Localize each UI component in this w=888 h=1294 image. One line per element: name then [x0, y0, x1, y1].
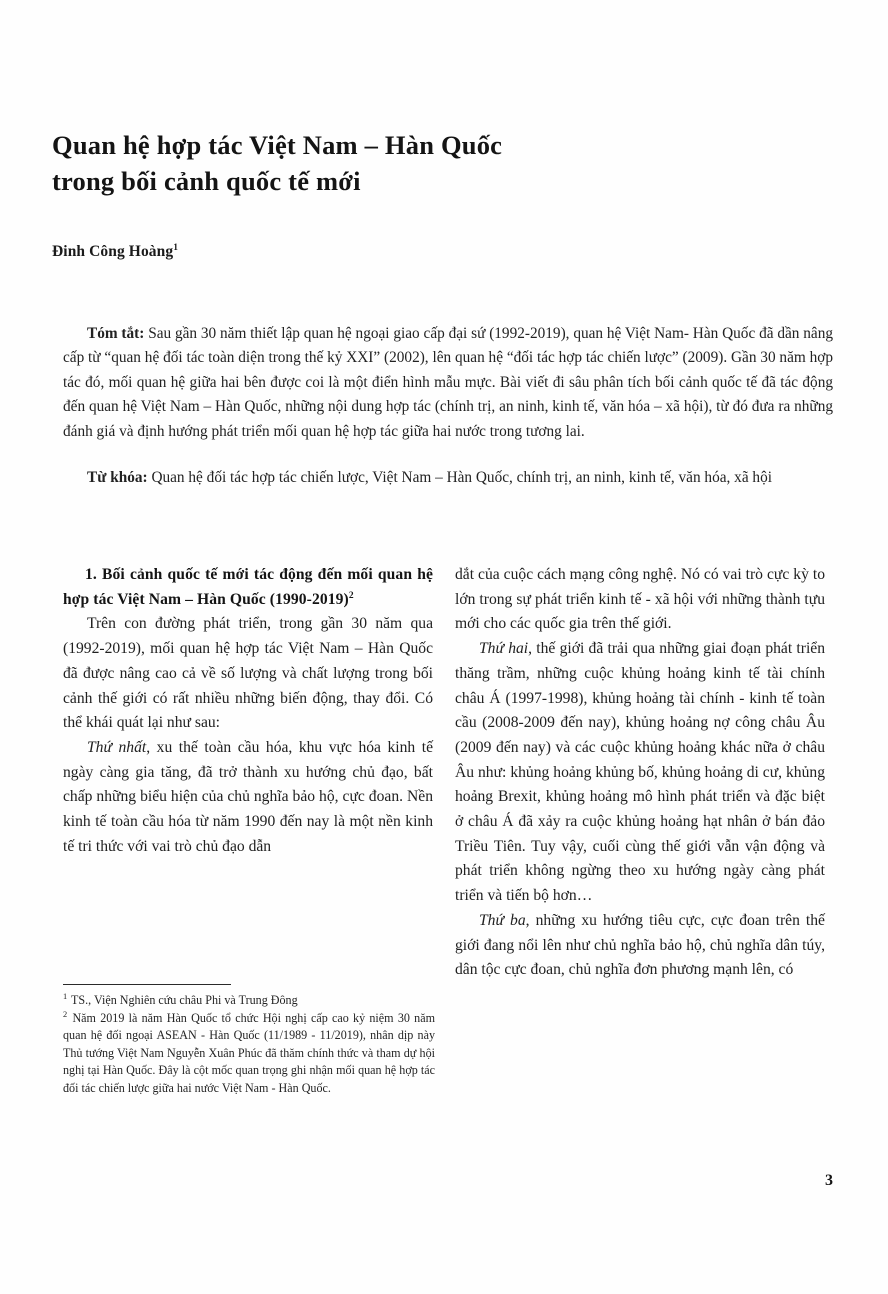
column-left [63, 563, 433, 859]
section-footnote-marker: 2 [348, 590, 354, 601]
paragraph-lead-thu-hai: Thứ hai [479, 640, 529, 658]
abstract-text: Sau gần 30 năm thiết lập quan hệ ngoại giao cấp đại sứ (1992-2019), quan hệ Việt Nam- Hàn Quốc đã dần nâng cấp từ “quan hệ đối tác toàn diện trong thế kỷ XXI” (2002), lên quan hệ “đối tác hợp tác chiến lược” (2009). Gần 30 năm hợp tác đó, mối quan hệ giữa hai bên được coi là một điển hình mẫu mực. Bài viết đi sâu phân tích bối cảnh quốc tế đã tác động đến quan hệ Việt Nam – Hàn Quốc, những nội dung hợp tác (chính trị, an ninh, kinh tế, văn hóa – xã hội), từ đó đưa ra những đánh giá và định hướng phát triển mối quan hệ hợp tác giữa hai nước trong tương lai. [63, 325, 833, 440]
abstract-paragraph [63, 322, 833, 444]
paragraph-thu-ba [455, 909, 825, 983]
paragraph-thu-ba-text: , những xu hướng tiêu cực, cực đoan trên thế giới đang nổi lên như chủ nghĩa bảo hộ, chủ nghĩa dân túy, dân tộc cực đoan, chủ nghĩa đơn phương mạnh lên, có [455, 911, 825, 979]
footnote-item [63, 992, 435, 1010]
footnote-marker: 2 [63, 1009, 68, 1019]
paragraph-thu-nhat-text: , xu thế toàn cầu hóa, khu vực hóa kinh tế ngày càng gia tăng, đã trở thành xu hướng chủ đạo, bất chấp những biểu hiện của chủ nghĩa bảo hộ, cực đoan. Nền kinh tế toàn cầu hóa từ năm 1990 đến nay là một nền kinh tế tri thức với vai trò chủ đạo dẫn [63, 738, 433, 855]
author-name: Đinh Công Hoàng [52, 243, 174, 260]
keywords-text: Quan hệ đối tác hợp tác chiến lược, Việt Nam – Hàn Quốc, chính trị, an ninh, kinh tế, văn hóa, xã hội [147, 469, 772, 487]
keywords-paragraph [63, 466, 833, 490]
section-heading [63, 563, 433, 612]
footnote-text: TS., Viện Nghiên cứu châu Phi và Trung Đông [68, 993, 298, 1007]
paragraph-thu-hai [455, 637, 825, 909]
paragraph-lead-thu-ba: Thứ ba [479, 911, 526, 929]
paragraph-lead-thu-nhat: Thứ nhất [87, 738, 147, 756]
page-number: 3 [825, 1172, 833, 1189]
author-footnote-marker: 1 [173, 242, 179, 253]
paragraph-thu-nhat [63, 736, 433, 860]
paragraph-thu-hai-text: , thế giới đã trải qua những giai đoạn phát triển thăng trầm, những cuộc khủng hoảng kinh tế tài chính châu Á (1997-1998), khủng hoảng tài chính - kinh tế toàn cầu (2008-2009 đến nay), khủng hoảng nợ công châu Âu (2009 đến nay) và các cuộc khủng hoảng khác nữa ở châu Âu như: khủng hoảng khủng bố, khủng hoảng di cư, khủng hoảng Brexit, khủng hoảng mô hình phát triển và đặc biệt ở châu Á đã xảy ra cuộc khủng hoảng hạt nhân ở bán đảo Triều Tiên. Tuy vậy, cuối cùng thế giới vẫn vận động và phát triển không ngừng theo xu hướng ngày càng phát triển và tiến bộ hơn… [455, 640, 825, 905]
footnote-text: Năm 2019 là năm Hàn Quốc tổ chức Hội nghị cấp cao kỷ niệm 30 năm quan hệ đối ngoại ASEAN - Hàn Quốc (11/1989 - 11/2019), nhân dịp này Thủ tướng Việt Nam Nguyễn Xuân Phúc đã thăm chính thức và tham dự hội nghị tại Hàn Quốc. Đây là cột mốc quan trọng ghi nhận mối quan hệ hợp tác đối tác chiến lược giữa hai nước Việt Nam - Hàn Quốc. [63, 1010, 435, 1095]
footnote-separator-rule [63, 984, 231, 985]
paragraph-intro-continued: dắt của cuộc cách mạng công nghệ. Nó có vai trò cực kỳ to lớn trong sự phát triển kinh tế - xã hội với những thành tựu mới cho các quốc gia trên thế giới. [455, 566, 825, 633]
title-block [52, 127, 772, 199]
title-line-2: trong bối cảnh quốc tế mới [52, 166, 361, 197]
section-heading-text: 1. Bối cảnh quốc tế mới tác động đến mối quan hệ hợp tác Việt Nam – Hàn Quốc (1990-2019) [63, 566, 433, 608]
paragraph-intro: Trên con đường phát triển, trong gần 30 năm qua (1992-2019), mối quan hệ hợp tác Việt Nam – Hàn Quốc đã được nâng cao cả về số lượng và chất lượng trong bối cảnh thế giới có rất nhiều những biến động, thay đổi. Có thể khái quát lại như sau: [63, 615, 433, 732]
abstract-block [63, 322, 833, 491]
keywords-label: Từ khóa: [87, 469, 148, 487]
footnotes-block [63, 984, 435, 1098]
column-right [455, 563, 825, 983]
abstract-label: Tóm tắt: [87, 325, 145, 342]
footnote-marker: 1 [63, 991, 68, 1001]
title-line-1: Quan hệ hợp tác Việt Nam – Hàn Quốc [52, 130, 503, 160]
author-byline [52, 243, 178, 261]
page-title [52, 127, 772, 199]
footnote-item [63, 1010, 435, 1098]
